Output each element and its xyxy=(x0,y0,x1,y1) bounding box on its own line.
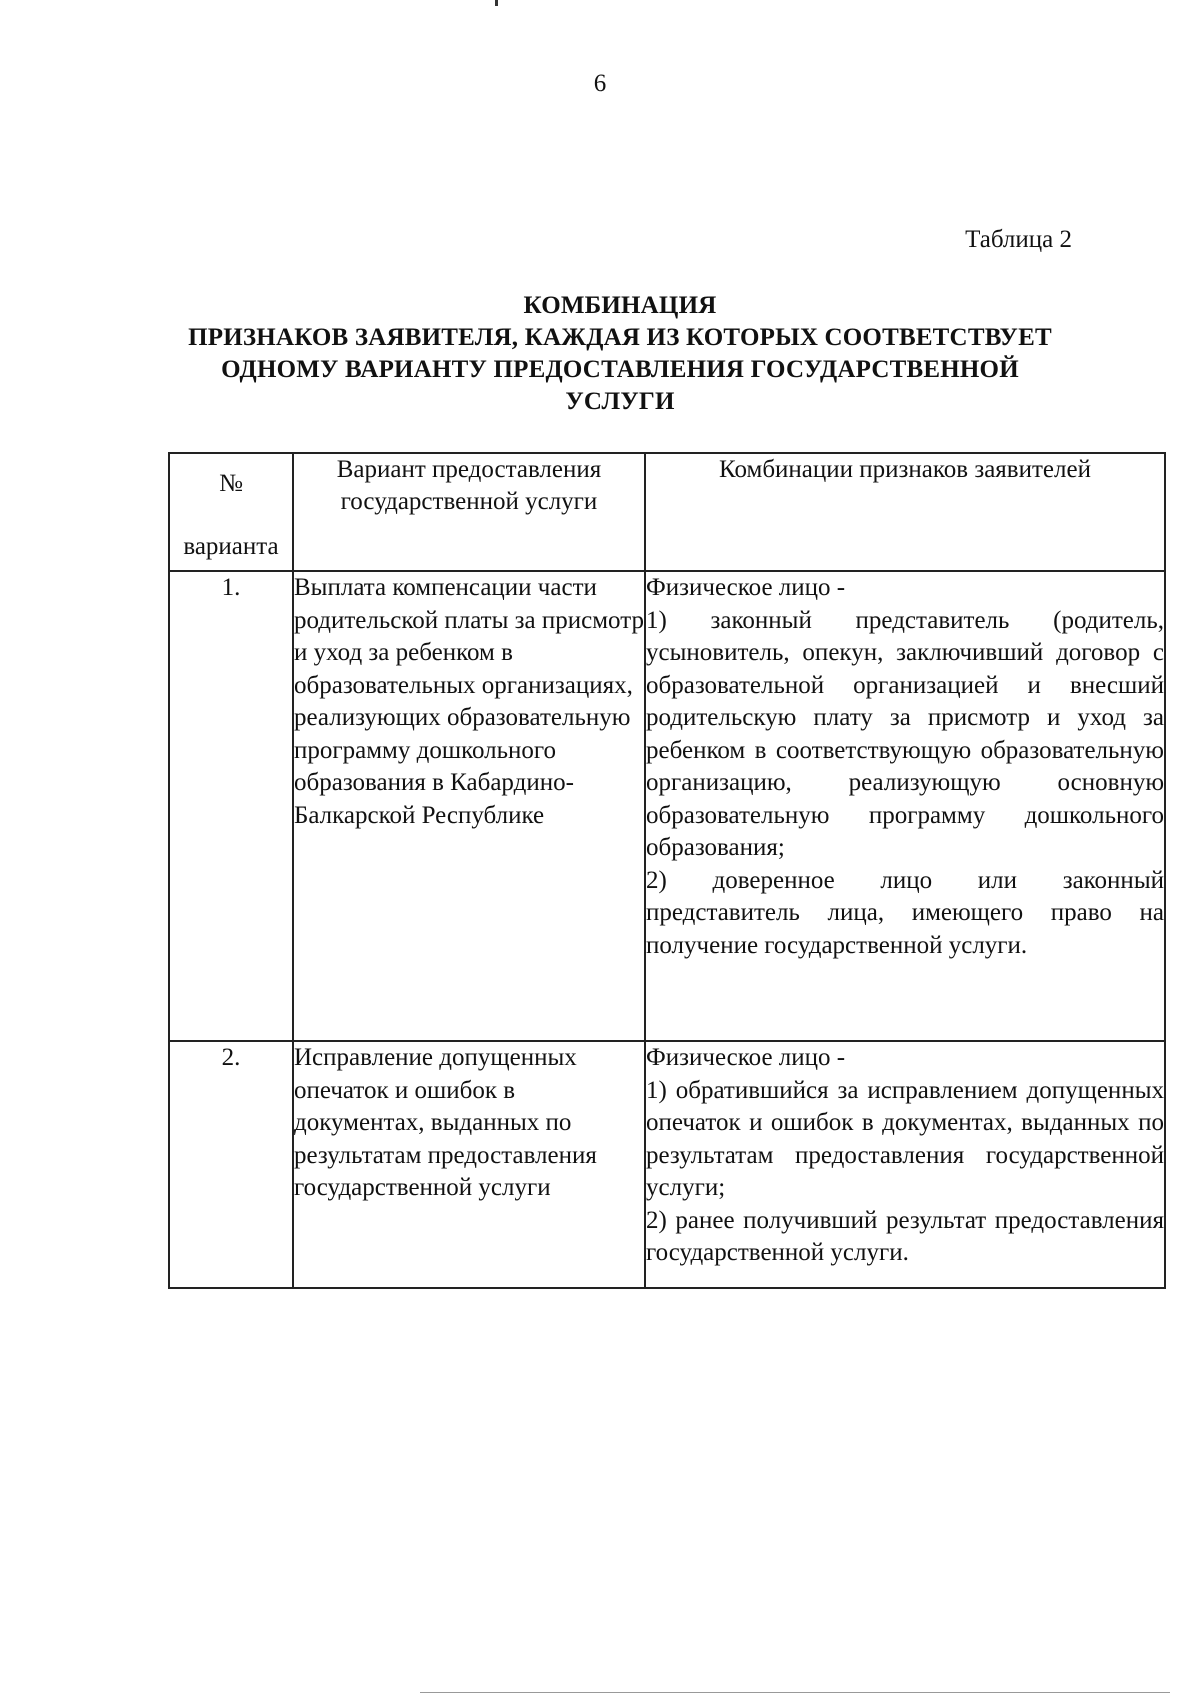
combination-line: 2) ранее получивший результат предоставления государственной услуги. xyxy=(646,1206,1164,1266)
title-line: УСЛУГИ xyxy=(565,388,675,415)
row-combination xyxy=(645,1041,1165,1288)
row-variant xyxy=(293,1041,645,1288)
variants-table xyxy=(168,452,1166,1289)
header-combination: Комбинации признаков заявителей xyxy=(645,453,1165,571)
table-header-row xyxy=(169,453,1165,571)
combination-line: 1) законный представитель (родитель, усыновитель, опекун, заключивший договор с образовательной организацией и внесший родительскую плату за присмотр и уход за ребенком в соответствующую образовательную организацию, реализующую основную образовательную программу дошкольного образования; xyxy=(646,606,1164,861)
title-line: ПРИЗНАКОВ ЗАЯВИТЕЛЯ, КАЖДАЯ ИЗ КОТОРЫХ СООТВЕТСТВУЕТ xyxy=(188,324,1052,351)
variant-text: Выплата компенсации части родительской платы за присмотр и уход за ребенком в образовательных организациях, реализующих образовательную программу дошкольного образования в Кабардино-Балкарской Республике xyxy=(294,574,644,829)
header-number-symbol: № xyxy=(219,470,243,497)
scan-mark xyxy=(495,0,498,6)
variant-text: Исправление допущенных опечаток и ошибок в документах, выданных по результатам предоставления государственной услуги xyxy=(294,1044,597,1201)
combination-line: 2) доверенное лицо или законный представитель лица, имеющего право на получение государственной услуги. xyxy=(646,866,1164,959)
table-caption: Таблица 2 xyxy=(965,226,1072,253)
table-row xyxy=(169,1041,1165,1288)
combination-line: 1) обратившийся за исправлением допущенных опечаток и ошибок в документах, выданных по результатам предоставления государственной услуги; xyxy=(646,1076,1164,1201)
row-combination xyxy=(645,571,1165,1041)
title-line: КОМБИНАЦИЯ xyxy=(523,292,717,319)
header-variant-number xyxy=(169,453,293,571)
combination-line: Физическое лицо - xyxy=(646,1044,846,1071)
table-row xyxy=(169,571,1165,1041)
title-line: ОДНОМУ ВАРИАНТУ ПРЕДОСТАВЛЕНИЯ ГОСУДАРСТВЕННОЙ xyxy=(221,356,1019,383)
page-number: 6 xyxy=(593,70,607,97)
row-variant xyxy=(293,571,645,1041)
row-number: 1. xyxy=(169,571,293,1041)
header-variant: Вариант предоставления государственной услуги xyxy=(293,453,645,571)
row-number: 2. xyxy=(169,1041,293,1288)
document-title xyxy=(130,290,1110,418)
header-number-word: варианта xyxy=(183,533,279,560)
combination-line: Физическое лицо - xyxy=(646,574,846,601)
footer-rule xyxy=(420,1692,1170,1693)
